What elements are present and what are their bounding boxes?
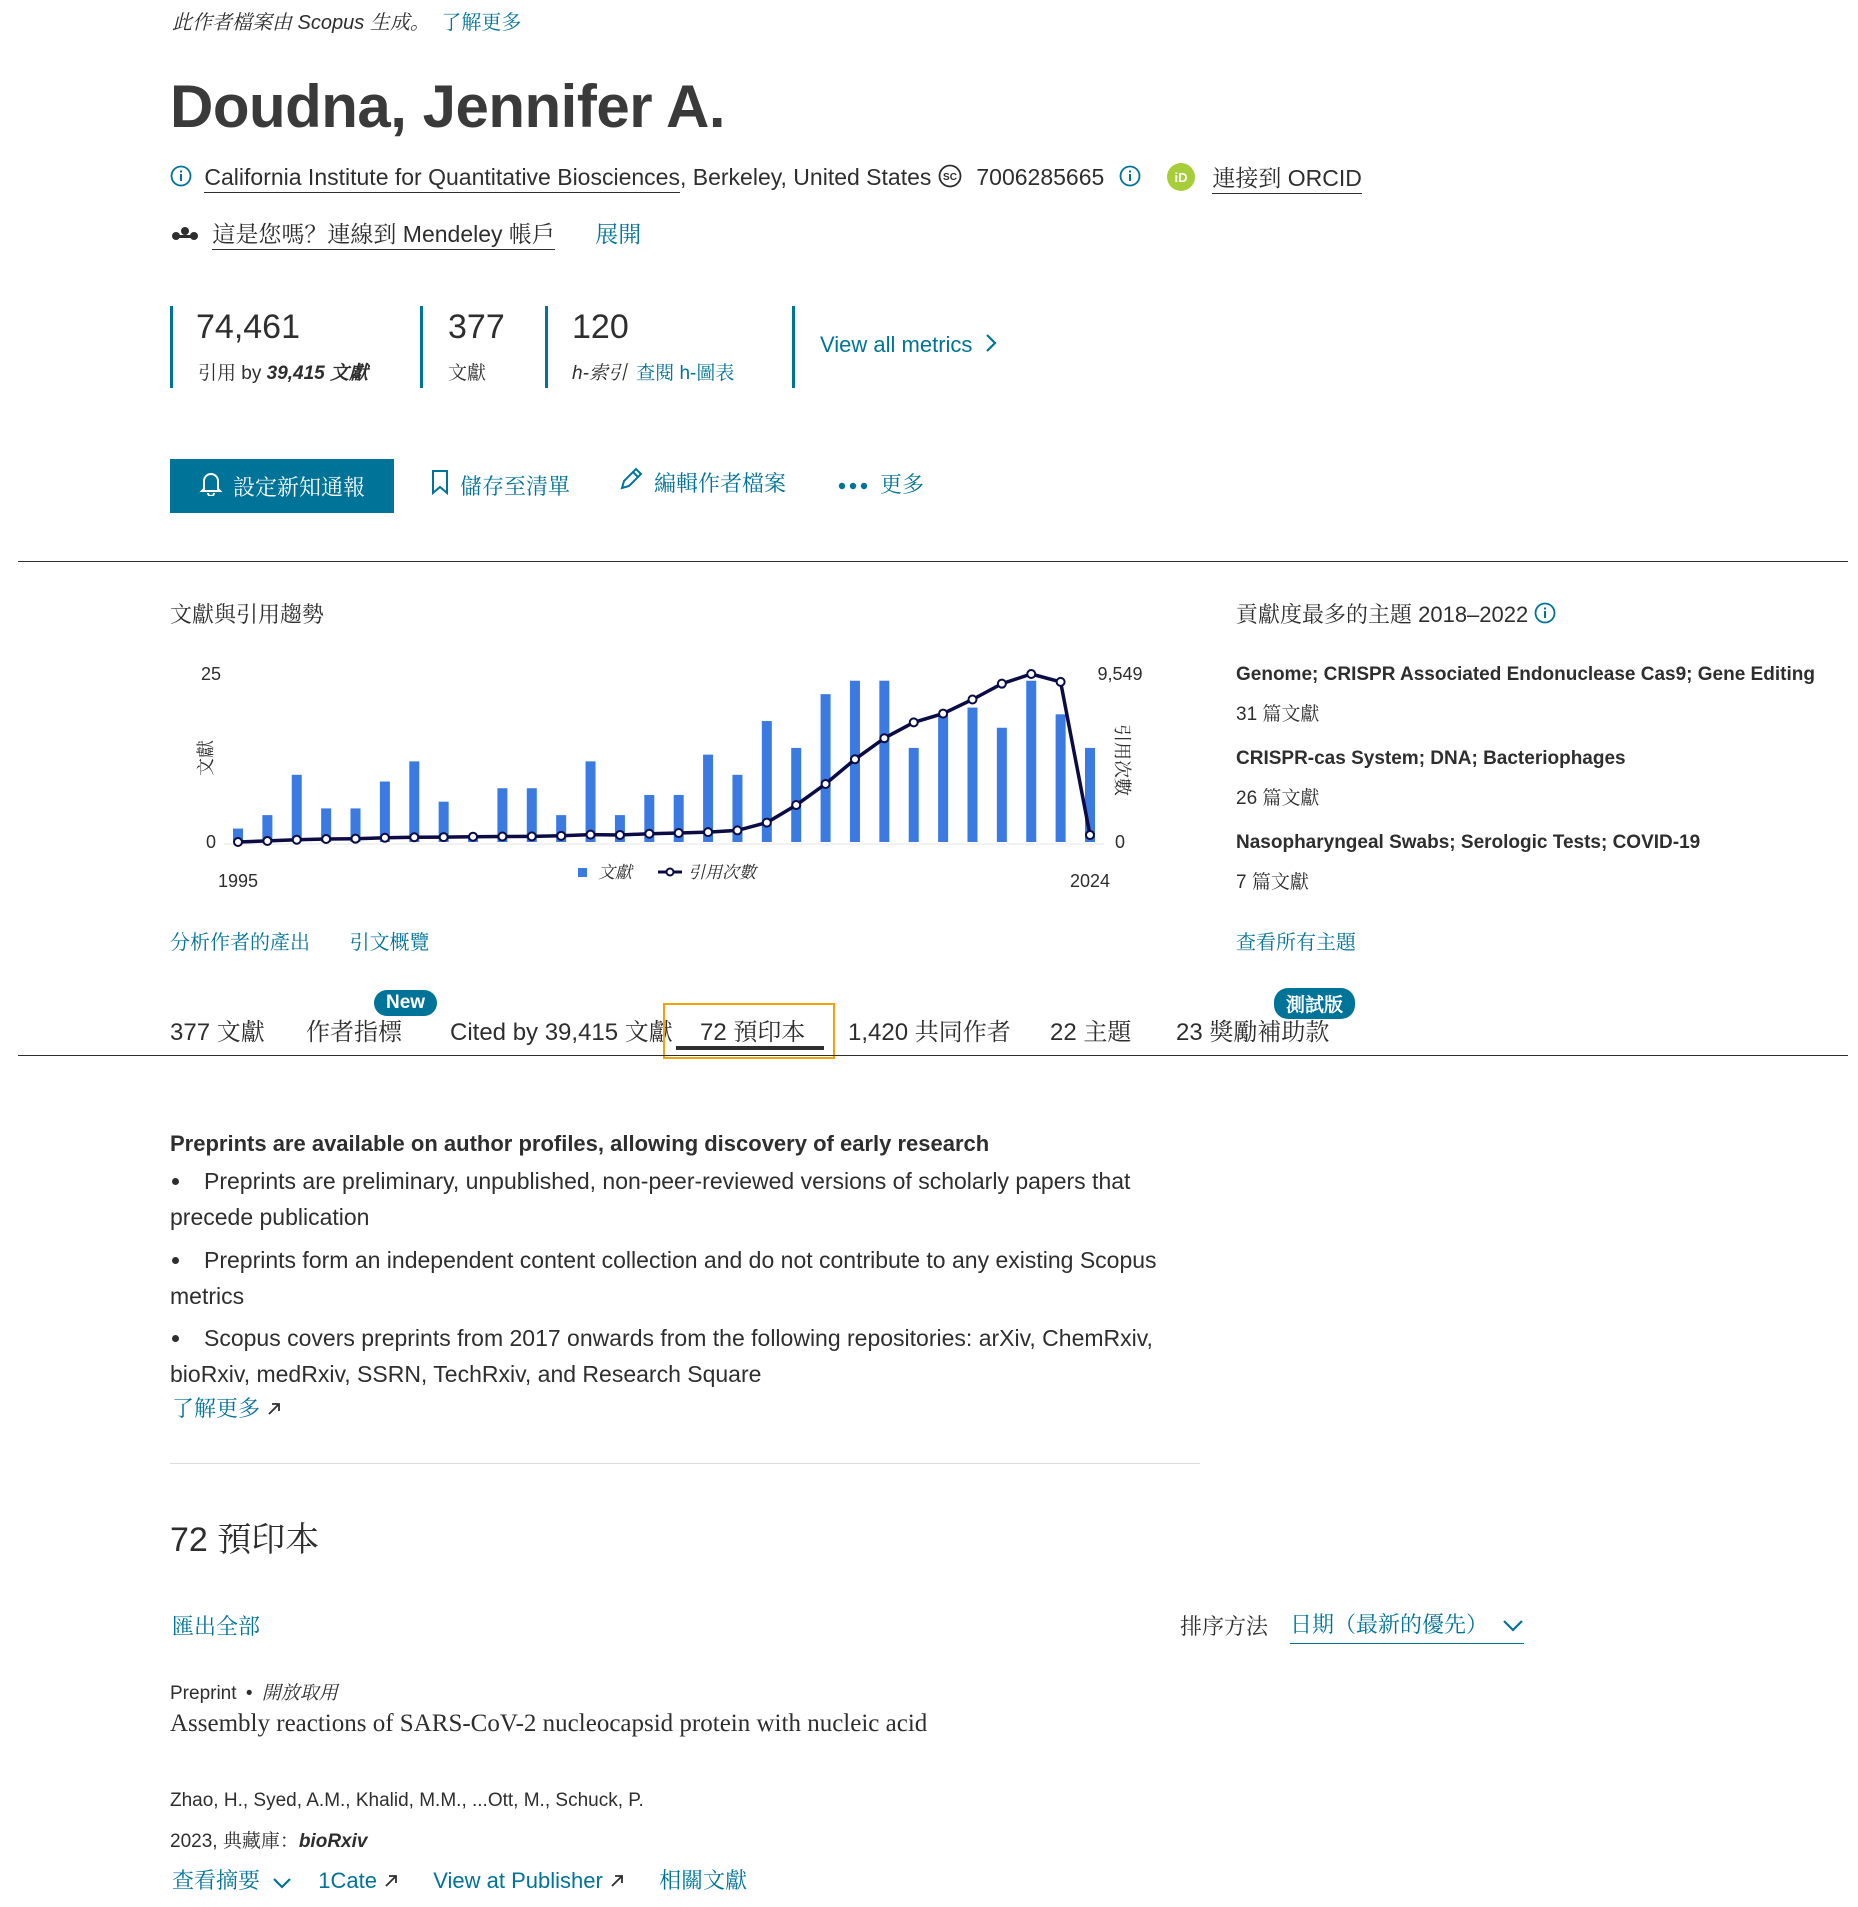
open-access-label: 開放取用 <box>261 1683 338 1704</box>
documents-count: 377 <box>448 308 505 346</box>
mendeley-icon <box>170 222 200 249</box>
citation-overview-link[interactable]: 引文概覽 <box>349 932 430 954</box>
tabs-divider <box>18 1055 1848 1056</box>
citation-point[interactable] <box>322 835 330 843</box>
beta-badge: 測試版 <box>1274 988 1355 1019</box>
orcid-row[interactable] <box>1166 160 1362 198</box>
right-axis-label: 引用次數 <box>1112 724 1132 796</box>
external-link-icon <box>609 1869 625 1895</box>
document-bar[interactable] <box>967 708 977 842</box>
citation-point[interactable] <box>998 680 1006 688</box>
more-button[interactable]: 更多 <box>838 468 924 499</box>
citations-label: 引用 by 39,415 文獻 <box>198 363 369 384</box>
topic-count: 26 篇文獻 <box>1236 788 1320 809</box>
chart-legend <box>578 863 759 882</box>
topics-title-row <box>1236 598 1556 630</box>
citation-point[interactable] <box>792 801 800 809</box>
institution-location: , Berkeley, United States <box>679 164 932 190</box>
info-divider <box>170 1463 1200 1464</box>
document-bar[interactable] <box>409 761 419 842</box>
result-type: Preprint <box>170 1683 237 1704</box>
active-tab-indicator <box>676 1046 824 1050</box>
left-tick-max: 25 <box>200 664 222 684</box>
external-link-icon <box>266 1397 282 1423</box>
analyze-output-link[interactable]: 分析作者的產出 <box>170 932 310 954</box>
sort-select[interactable]: 日期（最新的優先） <box>1290 1608 1524 1644</box>
legend-line-label: 引用次數 <box>688 863 756 882</box>
preprint-info-heading: Preprints are available on author profiles, allowing discovery of early research <box>170 1131 990 1156</box>
topic-name[interactable]: Genome; CRISPR Associated Endonuclease Cas9; Gene Editing <box>1236 664 1815 685</box>
info-icon[interactable] <box>170 165 192 193</box>
scopus-id-row <box>938 164 1141 194</box>
citation-point[interactable] <box>939 710 947 718</box>
metric-divider <box>170 306 173 388</box>
left-tick-min: 0 <box>205 832 217 852</box>
svg-text:iD: iD <box>1174 169 1188 185</box>
citation-point[interactable] <box>616 831 624 839</box>
bell-icon <box>199 470 223 502</box>
topic-name[interactable]: CRISPR-cas System; DNA; Bacteriophages <box>1236 748 1626 769</box>
right-tick-max: 9,549 <box>1097 664 1143 684</box>
document-bar[interactable] <box>292 775 302 842</box>
citation-point[interactable] <box>498 833 506 841</box>
h-graph-link[interactable]: 查閱 h-圖表 <box>636 363 735 384</box>
meta-separator: • <box>245 1683 253 1704</box>
citation-point[interactable] <box>822 780 830 788</box>
set-alert-button[interactable]: 設定新知通報 <box>170 459 394 513</box>
cate-link[interactable]: 1Cate <box>318 1868 405 1893</box>
preprint-bullet: Scopus covers preprints from 2017 onwards from the following repositories: arXiv, ChemRxiv, bioRxiv, medRxiv, SSRN, TechRxiv, and Research Square <box>170 1325 1153 1387</box>
left-axis-label: 文獻 <box>196 740 216 776</box>
citation-point[interactable] <box>381 834 389 842</box>
info-icon[interactable] <box>1534 602 1556 630</box>
preprint-bullet: Preprints are preliminary, unpublished, non-peer-reviewed versions of scholarly papers that precede publication <box>170 1168 1131 1230</box>
chevron-down-icon <box>272 1869 292 1895</box>
mendeley-row <box>170 216 641 249</box>
document-bar[interactable] <box>791 748 801 842</box>
view-all-metrics-link[interactable]: View all metrics <box>820 332 997 359</box>
tab-cited-by[interactable]: Cited by 39,415 文獻 <box>450 1019 673 1046</box>
citation-point[interactable] <box>1086 831 1094 839</box>
result-title[interactable]: Assembly reactions of SARS-CoV-2 nucleocapsid protein with nucleic acid <box>170 1710 928 1737</box>
result-meta <box>170 1678 338 1705</box>
view-at-publisher-link[interactable]: View at Publisher <box>433 1868 631 1893</box>
citation-point[interactable] <box>293 836 301 844</box>
citation-point[interactable] <box>469 833 477 841</box>
citation-point[interactable] <box>1057 678 1065 686</box>
view-all-topics-link[interactable]: 查看所有主題 <box>1236 932 1356 954</box>
citations-count: 74,461 <box>196 308 300 346</box>
external-link-icon <box>383 1869 399 1895</box>
learn-more-link[interactable]: 了解更多 <box>441 12 522 34</box>
document-bar[interactable] <box>879 681 889 842</box>
chart-title: 文獻與引用趨勢 <box>170 602 325 627</box>
related-documents-link[interactable]: 相關文獻 <box>659 1868 748 1893</box>
tab-grants[interactable]: 23 獎勵補助款 <box>1176 1019 1330 1046</box>
result-source: 2023, 典藏庫：bioRxiv <box>170 1831 368 1852</box>
tab-author-metrics[interactable]: 作者指標 <box>306 1019 402 1046</box>
document-bar[interactable] <box>1026 681 1036 842</box>
mendeley-link[interactable]: 這是您嗎？連線到 Mendeley 帳戶 <box>212 221 555 250</box>
topic-count: 31 篇文獻 <box>1236 704 1320 725</box>
scopus-id: 7006285665 <box>976 164 1105 191</box>
citations-by: 39,415 文獻 <box>266 363 369 384</box>
chevron-down-icon <box>1502 1613 1524 1639</box>
expand-link[interactable]: 展開 <box>595 221 642 247</box>
save-to-list-button[interactable]: 儲存至清單 <box>430 468 570 502</box>
citation-series-line <box>238 674 1090 842</box>
citation-point[interactable] <box>968 695 976 703</box>
section-divider <box>18 561 1848 562</box>
h-index-label-row <box>572 358 734 385</box>
orcid-link[interactable]: 連接到 ORCID <box>1212 165 1362 194</box>
citation-point[interactable] <box>910 718 918 726</box>
documents-label: 文獻 <box>448 363 487 384</box>
citation-point[interactable] <box>1027 670 1035 678</box>
x-tick-start: 1995 <box>217 871 259 891</box>
institution-link[interactable]: California Institute for Quantitative Biosciences <box>204 164 680 193</box>
metric-divider <box>792 306 795 388</box>
new-badge: New <box>374 990 437 1016</box>
bookmark-icon <box>430 468 450 502</box>
legend-bar-swatch <box>578 868 587 877</box>
h-index-value: 120 <box>572 308 629 346</box>
institution-row <box>170 164 931 193</box>
citation-point[interactable] <box>587 831 595 839</box>
chevron-right-icon <box>985 333 997 359</box>
h-index-label: h-索引 <box>572 363 627 384</box>
sort-label: 排序方法 <box>1180 1614 1269 1639</box>
trend-chart <box>170 650 1160 900</box>
preprint-bullet: Preprints form an independent content collection and do not contribute to any existing Scopus metrics <box>170 1247 1157 1309</box>
document-bar[interactable] <box>821 694 831 842</box>
edit-profile-button[interactable]: 編輯作者檔案 <box>618 466 786 498</box>
view-abstract-button[interactable]: 查看摘要 <box>172 1868 298 1893</box>
info-icon[interactable] <box>1119 165 1141 193</box>
citation-point[interactable] <box>352 835 360 843</box>
legend-bar-label: 文獻 <box>598 863 632 882</box>
citation-point[interactable] <box>880 734 888 742</box>
chart-links <box>170 926 430 955</box>
citation-point[interactable] <box>733 826 741 834</box>
top-notice: 此作者檔案由 Scopus 生成。 了解更多 <box>172 12 522 34</box>
citation-point[interactable] <box>675 829 683 837</box>
svg-text:SC: SC <box>943 172 957 183</box>
topics-title: 貢獻度最多的主題 2018–2022 <box>1236 602 1529 627</box>
result-authors: Zhao, H., Syed, A.M., Khalid, M.M., ...Ott, M., Schuck, P. <box>170 1790 644 1811</box>
metric-divider <box>545 306 548 388</box>
citation-point[interactable] <box>263 837 271 845</box>
topic-count: 7 篇文獻 <box>1236 872 1309 893</box>
x-tick-end: 2024 <box>1069 871 1111 891</box>
citation-point[interactable] <box>440 833 448 841</box>
repository-name: bioRxiv <box>298 1831 368 1852</box>
citation-point[interactable] <box>704 828 712 836</box>
citation-point[interactable] <box>528 832 536 840</box>
result-actions <box>172 1864 747 1895</box>
metric-divider <box>420 306 423 388</box>
citation-point[interactable] <box>645 830 653 838</box>
preprint-learn-more-link[interactable]: 了解更多 <box>172 1392 282 1423</box>
tab-preprints[interactable]: 72 預印本 <box>700 1019 806 1046</box>
scopus-id-icon <box>938 164 962 194</box>
pencil-icon <box>618 466 644 498</box>
legend-line-marker <box>667 869 674 876</box>
preprints-heading: 72 預印本 <box>170 1521 320 1559</box>
right-tick-min: 0 <box>1114 832 1126 852</box>
orcid-icon <box>1166 162 1196 198</box>
document-bar[interactable] <box>1056 714 1066 842</box>
citation-point[interactable] <box>763 819 771 827</box>
tab-documents[interactable]: 377 文獻 <box>170 1019 265 1046</box>
tab-coauthors[interactable]: 1,420 共同作者 <box>848 1019 1011 1046</box>
topic-name[interactable]: Nasopharyngeal Swabs; Serologic Tests; COVID-19 <box>1236 832 1701 853</box>
more-icon <box>838 471 868 497</box>
document-bar[interactable] <box>938 714 948 842</box>
document-bar[interactable] <box>909 748 919 842</box>
author-name: Doudna, Jennifer A. <box>170 73 725 140</box>
citation-point[interactable] <box>410 833 418 841</box>
document-bar[interactable] <box>997 728 1007 842</box>
citation-point[interactable] <box>557 832 565 840</box>
citation-point[interactable] <box>851 755 859 763</box>
citation-point[interactable] <box>234 838 242 846</box>
tab-topics[interactable]: 22 主題 <box>1050 1019 1132 1046</box>
export-all-link[interactable]: 匯出全部 <box>172 1614 261 1639</box>
